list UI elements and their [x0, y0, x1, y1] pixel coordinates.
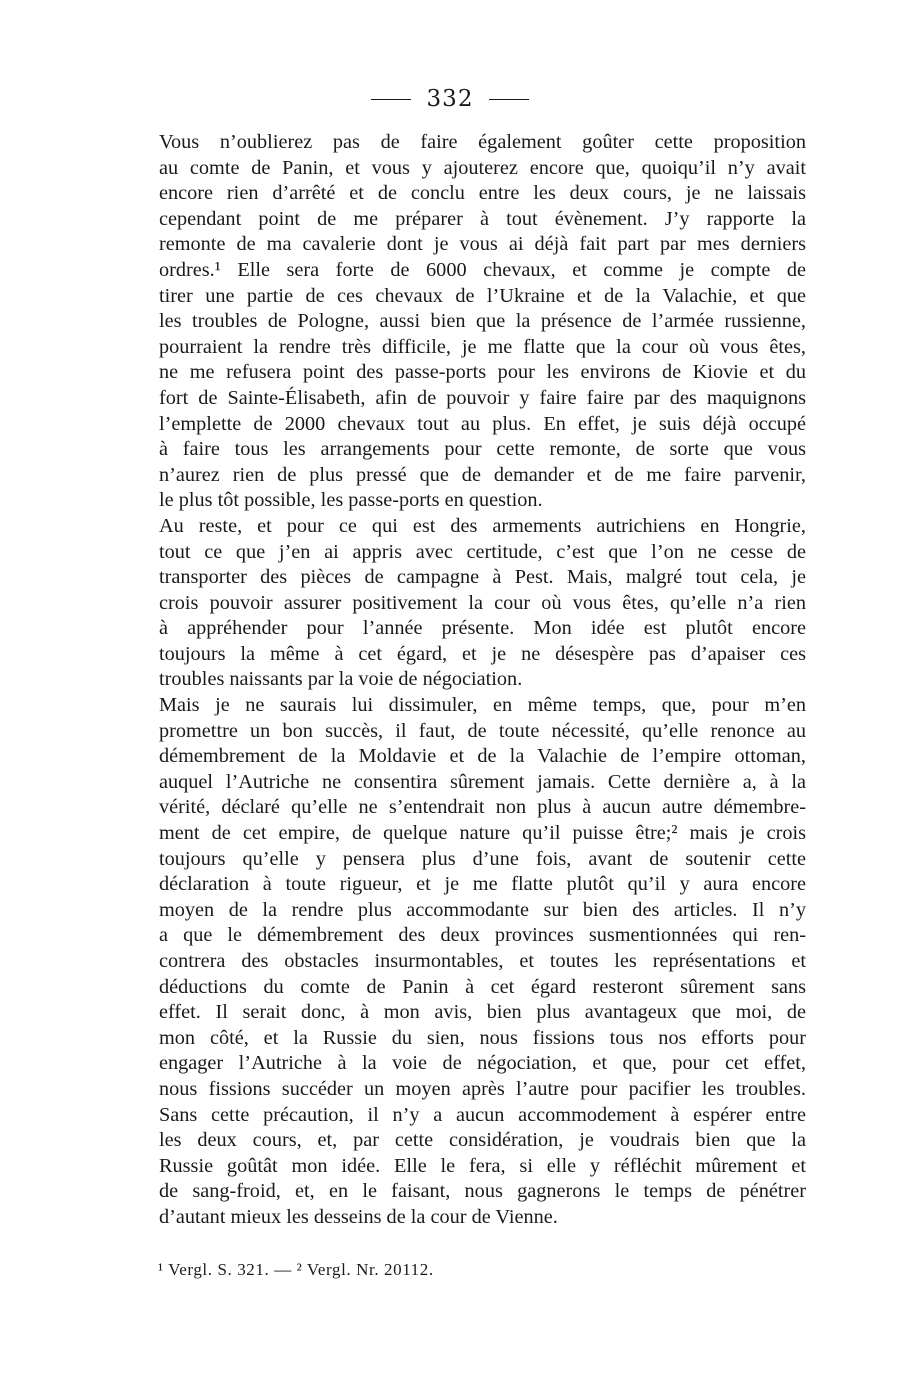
paragraph [113, 693, 806, 1230]
text-line: ment de cet empire, de quelque nature qu’il puisse être;² mais je crois [159, 822, 806, 845]
text-line: cependant point de me préparer à tout évènement. J’y rapporte la [159, 207, 806, 230]
text-line: transporter des pièces de campagne à Pest. Mais, malgré tout cela, je [159, 566, 806, 589]
text-line: contrera des obstacles insurmontables, et toutes les représentations et [159, 950, 806, 972]
text-line: Mais je ne saurais lui dissimuler, en même temps, que, pour m’en [159, 694, 806, 717]
text-line: Au reste, et pour ce qui est des armements autrichiens en Hongrie, [159, 514, 806, 537]
text-line: tout ce que j’en ai appris avec certitude, c’est que l’on ne cesse de [159, 540, 806, 563]
text-line: effet. Il serait donc, à mon avis, bien plus avantageux que moi, de [159, 1001, 806, 1024]
text-line: pourraient la rendre très difficile, je me flatte que la cour où vous êtes, [159, 335, 806, 358]
text-line: au comte de Panin, et vous y ajouterez encore que, quoiqu’il n’y avait [159, 156, 806, 179]
text-line: démembrement de la Moldavie et de la Valachie de l’empire ottoman, [159, 745, 806, 768]
text-line: crois pouvoir assurer positivement la cour où vous êtes, qu’elle n’a rien [159, 591, 806, 614]
text-line: l’emplette de 2000 chevaux tout au plus. En effet, je suis déjà occupé [159, 412, 806, 435]
text-line: mon côté, et la Russie du sien, nous fissions tous nos efforts pour [159, 1026, 806, 1049]
text-line: déductions du comte de Panin à cet égard resteront sûrement sans [159, 975, 806, 998]
text-line: Vous n’oublierez pas de faire également goûter cette proposition [159, 131, 806, 153]
text-line: remonte de ma cavalerie dont je vous ai déjà fait part par mes derniers [159, 233, 806, 256]
text-line: à appréhender pour l’année présente. Mon idée est plutôt encore [159, 617, 806, 640]
text-line: à faire tous les arrangements pour cette remonte, de sorte que vous [159, 438, 806, 461]
text-line: ne me refusera point des passe-ports pour les environs de Kiovie et du [159, 361, 806, 384]
body-text [113, 130, 806, 1231]
text-line: déclaration à toute rigueur, et je me flatte plutôt qu’il y aura encore [159, 873, 806, 896]
text-line: d’autant mieux les desseins de la cour de Vienne. [159, 1205, 558, 1228]
text-line: ordres.¹ Elle sera forte de 6000 chevaux, et comme je compte de [159, 258, 806, 281]
text-line: auquel l’Autriche ne consentira sûrement jamais. Cette dernière a, à la [159, 770, 806, 793]
text-line: nous fissions succéder un moyen après l’autre pour pacifier les troubles. [159, 1077, 806, 1100]
text-line: n’aurez rien de plus pressé que de demander et de me faire parvenir, [159, 463, 806, 486]
text-line: le plus tôt possible, les passe-ports en question. [159, 489, 543, 512]
page-number: 332 [426, 86, 474, 112]
text-line: promettre un bon succès, il faut, de toute nécessité, qu’elle renonce au [159, 719, 806, 742]
text-line: les deux cours, et, par cette considération, je voudrais bien que la [159, 1129, 806, 1152]
text-line: vérité, déclaré qu’elle ne s’entendrait non plus à aucun autre démembre- [159, 796, 806, 819]
header-rule-right [489, 99, 529, 100]
footnotes: ¹ Vergl. S. 321. — ² Vergl. Nr. 20112. [158, 1260, 434, 1279]
text-line: encore rien d’arrêté et de conclu entre les deux cours, je ne laissais [159, 182, 806, 205]
text-line: troubles naissants par la voie de négociation. [159, 668, 523, 691]
paragraph [113, 130, 806, 514]
header-rule-left [371, 99, 411, 100]
text-line: engager l’Autriche à la voie de négociation, et que, pour cet effet, [159, 1052, 806, 1075]
text-line: les troubles de Pologne, aussi bien que la présence de l’armée russienne, [159, 310, 806, 333]
text-line: toujours la même à cet égard, et je ne désespère pas d’apaiser ces [159, 642, 806, 665]
paragraph [113, 514, 806, 693]
text-line: de sang-froid, et, en le faisant, nous gagnerons le temps de pénétrer [159, 1180, 806, 1203]
page-header [0, 86, 900, 112]
text-line: Sans cette précaution, il n’y a aucun accommodement à espérer entre [159, 1103, 806, 1126]
text-line: tirer une partie de ces chevaux de l’Ukraine et de la Valachie, et que [159, 284, 806, 307]
text-line: toujours qu’elle y pensera plus d’une fois, avant de soutenir cette [159, 847, 806, 870]
text-line: Russie goûtât mon idée. Elle le fera, si elle y réfléchit mûrement et [159, 1154, 806, 1177]
text-line: a que le démembrement des deux provinces susmentionnées qui ren- [159, 924, 806, 947]
text-line: fort de Sainte-Élisabeth, afin de pouvoir y faire faire par des maquignons [159, 386, 806, 409]
text-line: moyen de la rendre plus accommodante sur bien des articles. Il n’y [159, 898, 806, 921]
